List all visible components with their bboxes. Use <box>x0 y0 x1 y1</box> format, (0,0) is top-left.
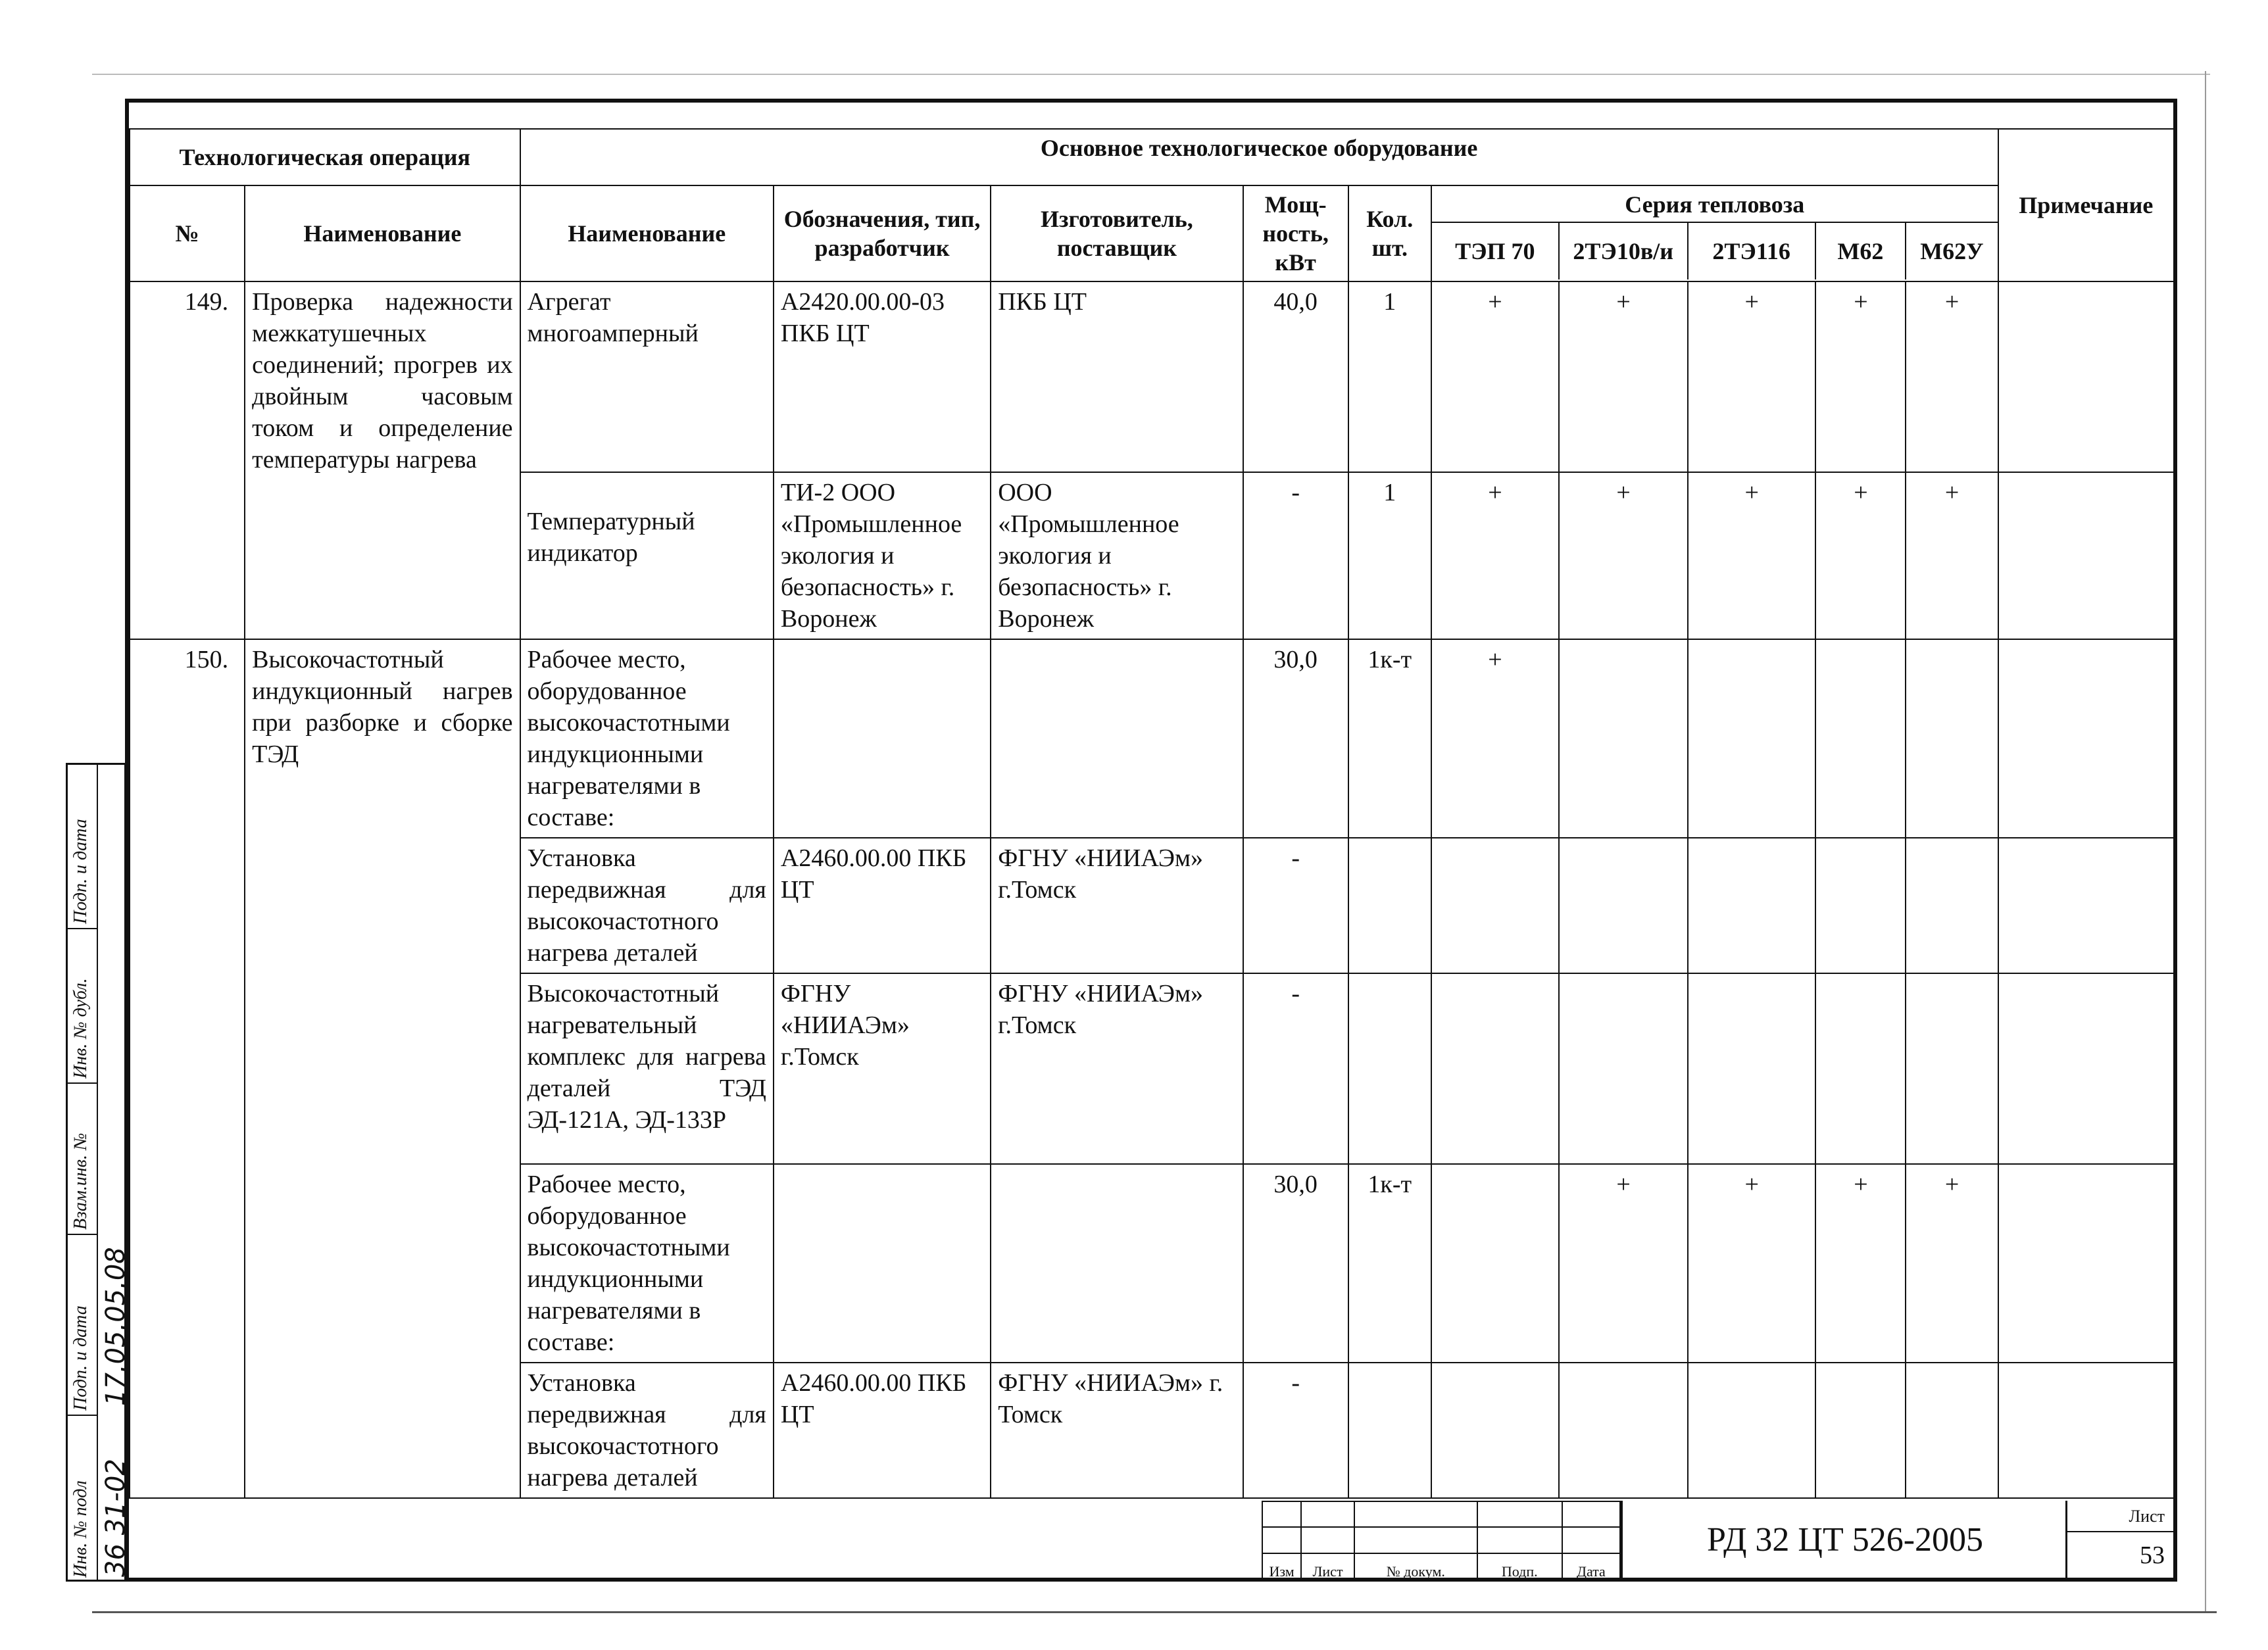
series-mark <box>1906 639 1998 838</box>
operation-name: Проверка надежности межкатушечных соединений; прогрев их двойным часовым током и определение температуры нагрева <box>245 281 520 639</box>
series-mark: + <box>1815 1164 1906 1363</box>
power: - <box>1243 973 1348 1164</box>
series-mark: + <box>1815 472 1906 639</box>
equipment-name: Рабочее место, оборудованное высокочастотными индукционными нагревателями в составе: <box>520 639 774 838</box>
power: 30,0 <box>1243 1164 1348 1363</box>
qty-header: Кол. шт. <box>1348 185 1431 281</box>
series-mark: + <box>1431 281 1559 472</box>
maker: ООО «Промышленное экология и безопасность» г. Воронеж <box>991 472 1243 639</box>
sheet-label: Лист <box>2067 1501 2174 1532</box>
series-mark: + <box>1559 1164 1688 1363</box>
eq-name-header: Наименование <box>520 185 774 281</box>
series-mark <box>1688 639 1815 838</box>
doc-no-label: № докум. <box>1354 1553 1477 1581</box>
op-name-header: Наименование <box>245 185 520 281</box>
series-mark: + <box>1431 472 1559 639</box>
top-rule <box>92 74 2210 75</box>
izm-label: Изм <box>1262 1553 1301 1581</box>
series-mark: + <box>1906 1164 1998 1363</box>
designation <box>774 1164 991 1363</box>
stamp-inv-dubl: Инв. № дубл. <box>68 929 97 1084</box>
series-title: Серия тепловоза <box>1432 187 1998 223</box>
series-header <box>1431 185 1998 281</box>
maker: ПКБ ЦТ <box>991 281 1243 472</box>
sheet-box <box>2065 1501 2174 1579</box>
tech-operation-header: Технологическая операция <box>130 129 520 185</box>
maker <box>991 639 1243 838</box>
series-2te10: 2ТЭ10в/и <box>1560 223 1689 279</box>
qty <box>1348 1363 1431 1498</box>
series-m62u: М62У <box>1920 238 1984 264</box>
stamp-inv-podl: Инв. № подл <box>70 1480 91 1578</box>
podp-label: Подп. <box>1477 1553 1562 1581</box>
data-label: Дата <box>1562 1553 1620 1581</box>
document-code: РД 32 ЦТ 526-2005 <box>1621 1501 2067 1579</box>
designation: А2460.00.00 ПКБ ЦТ <box>774 1363 991 1498</box>
equipment-name: Высокочастотный нагревательный комплекс для нагрева деталей ТЭД ЭД-121А, ЭД-133Р <box>520 973 774 1164</box>
series-2te116: 2ТЭ116 <box>1689 223 1816 279</box>
maker: ФГНУ «НИИАЭм» г. Томск <box>991 1363 1243 1498</box>
series-mark <box>1559 639 1688 838</box>
bottom-rule <box>92 1611 2217 1613</box>
title-block <box>1262 1501 2177 1582</box>
power: - <box>1243 1363 1348 1498</box>
handwritten-date: 17.05.05.08 <box>101 1247 131 1406</box>
series-mark: + <box>1559 472 1688 639</box>
designation: ФГНУ «НИИАЭм» г.Томск <box>774 973 991 1164</box>
series-mark: + <box>1688 1164 1815 1363</box>
series-mark: + <box>1688 472 1815 639</box>
equipment-name: Рабочее место, оборудованное высокочастотными индукционными нагревателями в составе: <box>520 1164 774 1363</box>
operation-name: Высокочастотный индукционный нагрев при разборке и сборке ТЭД <box>245 639 520 1498</box>
note-header: Примечание <box>1998 129 2174 281</box>
table-row <box>130 281 2174 472</box>
main-equipment-header: Основное технологическое оборудование <box>520 129 1998 185</box>
stamp-podp-data-2: Подп. и дата <box>68 765 97 929</box>
qty <box>1348 838 1431 973</box>
qty: 1к-т <box>1348 639 1431 838</box>
maker: ФГНУ «НИИАЭм» г.Томск <box>991 973 1243 1164</box>
list-label: Лист <box>1301 1553 1354 1581</box>
series-tep70: ТЭП 70 <box>1432 223 1560 279</box>
stamp-handwritten-column <box>97 765 128 1580</box>
power: - <box>1243 472 1348 639</box>
designation: А2460.00.00 ПКБ ЦТ <box>774 838 991 973</box>
power-header: Мощ-ность, кВт <box>1243 185 1348 281</box>
designation: ТИ-2 ООО «Промышленное экология и безопасность» г. Воронеж <box>774 472 991 639</box>
maker-header: Изготовитель, поставщик <box>991 185 1243 281</box>
qty <box>1348 973 1431 1164</box>
series-mark: + <box>1431 639 1559 838</box>
equipment-table <box>129 128 2175 1499</box>
power: 30,0 <box>1243 639 1348 838</box>
equipment-name: Температурный индикатор <box>520 472 774 639</box>
stamp-vzam-inv: Взам.инв. № <box>68 1084 97 1235</box>
series-mark: + <box>1688 281 1815 472</box>
row-number: 150. <box>130 639 245 1498</box>
side-stamp <box>66 763 131 1582</box>
note <box>1998 1164 2174 1363</box>
note <box>1998 639 2174 838</box>
handwritten-inv: 36 31-02 <box>101 1459 131 1577</box>
note <box>1998 281 2174 472</box>
table-row <box>130 639 2174 838</box>
qty: 1 <box>1348 472 1431 639</box>
row-number: 149. <box>130 281 245 639</box>
designation <box>774 639 991 838</box>
designation: А2420.00.00-03 ПКБ ЦТ <box>774 281 991 472</box>
series-mark: + <box>1815 281 1906 472</box>
no-header: № <box>130 185 245 281</box>
note <box>1998 472 2174 639</box>
series-mark: + <box>1906 281 1998 472</box>
revision-grid <box>1262 1501 1621 1582</box>
power: 40,0 <box>1243 281 1348 472</box>
series-mark <box>1431 1164 1559 1363</box>
equipment-name: Установка передвижная для высокочастотного нагрева деталей <box>520 838 774 973</box>
designation-header: Обозначения, тип, разработчик <box>774 185 991 281</box>
maker: ФГНУ «НИИАЭм» г.Томск <box>991 838 1243 973</box>
right-rule <box>2205 71 2206 1613</box>
series-subheaders <box>1432 223 1998 279</box>
stamp-podp-data-1: Подп. и дата <box>68 1235 97 1416</box>
qty: 1 <box>1348 281 1431 472</box>
maker <box>991 1164 1243 1363</box>
series-mark <box>1815 639 1906 838</box>
sheet-number: 53 <box>2140 1541 2165 1569</box>
qty: 1к-т <box>1348 1164 1431 1363</box>
equipment-name: Установка передвижная для высокочастотного нагрева деталей <box>520 1363 774 1498</box>
equipment-name: Агрегат многоамперный <box>520 281 774 472</box>
series-mark: + <box>1906 472 1998 639</box>
series-mark: + <box>1559 281 1688 472</box>
power: - <box>1243 838 1348 973</box>
series-m62: М62 <box>1816 223 1907 279</box>
